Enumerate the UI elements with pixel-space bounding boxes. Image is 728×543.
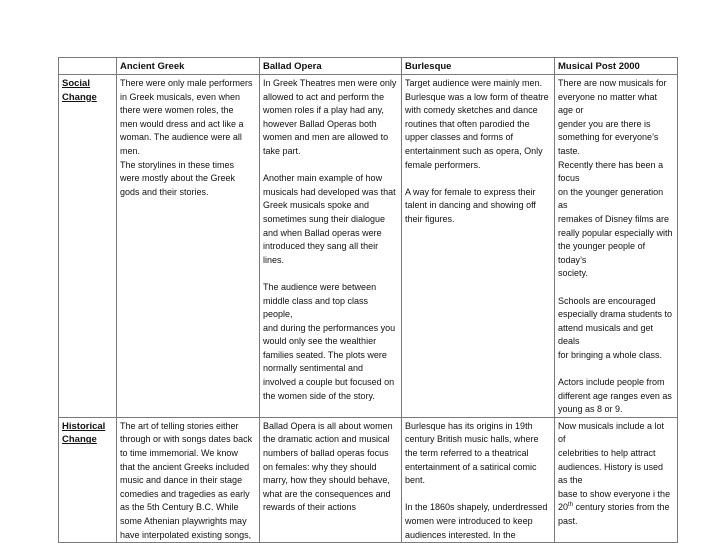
cell-text: century stories from the past. <box>558 502 670 526</box>
cell-social-burlesque <box>402 75 555 418</box>
cell-paragraph: The art of telling stories either through or with songs dates back to time immemorial. We know that the ancient Greeks included music and dance in their stage comedies and tragedies as early as the 5th Century B.C. While some Athenian playwrights may have interpolated existing songs, <box>120 420 253 540</box>
cell-paragraph: A way for female to express their talent in dancing and showing off their figures. <box>405 186 536 224</box>
cell-social-musical-post-2000 <box>555 75 678 418</box>
header-empty <box>59 58 117 75</box>
cell-paragraph: Schools are encouraged especially drama students to attend musicals and get deals for bringing a whole class. <box>558 295 673 360</box>
cell-text: Now musicals include a lot of celebrities to help attract audiences. History is used as the base to show everyone i the <box>558 420 671 499</box>
row-label-social-change <box>59 75 117 418</box>
cell-paragraph: In Greek Theatres men were only allowed to act and perform the women roles if a play had any, however Ballad Operas both women and men are allowed to take part. <box>263 78 397 156</box>
table-row <box>59 417 678 542</box>
cell-text-number: 20 <box>558 502 569 513</box>
cell-historical-ballad-opera <box>260 417 402 542</box>
cell-paragraph: Target audience were mainly men. Burlesque was a low form of theatre with comedy sketches and dance routines that often parodied the upper classes and forms of entertainment such as opera, Only female performers. <box>405 78 549 170</box>
cell-historical-ancient-greek <box>117 417 260 542</box>
cell-paragraph: There are now musicals for everyone no matter what age or gender you are there is something for everyone’s taste. Recently there has been a focus on the younger generation as remakes of Disney films are really popular especially with the younger people of today’s society. <box>558 78 673 279</box>
cell-historical-burlesque <box>402 417 555 542</box>
cell-paragraph <box>558 420 674 529</box>
cell-historical-musical-post-2000 <box>555 417 678 542</box>
cell-paragraph: Burlesque has its origins in 19th century British music halls, where the term referred to a theatrical entertainment of a satirical comic bent. <box>405 420 539 486</box>
cell-paragraph: Actors include people from different age ranges even as young as 8 or 9. <box>558 377 672 415</box>
comparison-table <box>58 57 678 543</box>
cell-paragraph: There were only male performers in Greek musicals, even when there were women roles, the men would dress and act like a woman. The audience were all men. The storylines in these times were mostly about the Greek gods and their stories. <box>120 78 253 197</box>
cell-social-ballad-opera <box>260 75 402 418</box>
cell-social-ancient-greek <box>117 75 260 418</box>
cell-paragraph: Ballad Opera is all about women the dramatic action and musical numbers of ballad operas focus on females: why they should marry, how they should behave, what are the consequences and rewards of their actions <box>263 420 393 513</box>
table-row <box>59 75 678 418</box>
cell-paragraph: The audience were between middle class and top class people, and during the performances you would only see the wealthier families seated. The plots were normally sentimental and involved a couple but focused on the women side of the story. <box>263 281 396 401</box>
document-page <box>58 57 677 543</box>
header-ancient-greek: Ancient Greek <box>117 58 260 75</box>
row-label-text: Social Change <box>62 78 97 103</box>
row-label-historical-change <box>59 417 117 542</box>
cell-paragraph: In the 1860s shapely, underdressed women were introduced to keep audiences interested. In the <box>405 502 548 540</box>
header-musical-post-2000: Musical Post 2000 <box>555 58 678 75</box>
header-row <box>59 58 678 75</box>
cell-paragraph: Another main example of how musicals had developed was that Greek musicals spoke and sometimes sung their dialogue and when Ballad operas were introduced they sang all their lines. <box>263 173 396 265</box>
superscript-suffix: th <box>568 502 574 509</box>
header-ballad-opera: Ballad Opera <box>260 58 402 75</box>
row-label-text: Historical Change <box>62 420 106 446</box>
header-burlesque: Burlesque <box>402 58 555 75</box>
